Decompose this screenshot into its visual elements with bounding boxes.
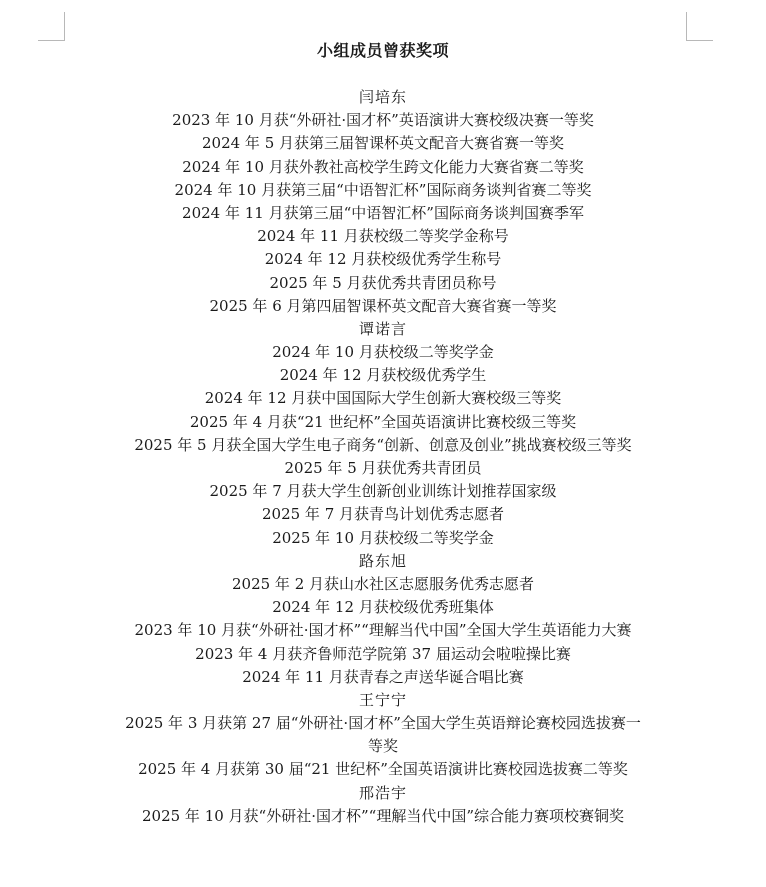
document-title: 小组成员曾获奖项: [316, 41, 449, 60]
award-line: 2025 年 3 月获第 27 届“外研社·国才杯”全国大学生英语辩论赛校园选拔赛一: [125, 714, 641, 733]
award-line: 2024 年 11 月获校级二等奖学金称号: [257, 227, 509, 246]
award-line: 2024 年 10 月获校级二等奖学金: [272, 343, 494, 362]
member-name: 邢浩宇: [358, 783, 407, 802]
award-line: 2025 年 10 月获“外研社·国才杯”“理解当代中国”综合能力赛项校赛铜奖: [141, 806, 624, 825]
award-line-continuation: 等奖: [367, 737, 398, 756]
member-name: 路东旭: [358, 551, 407, 570]
award-line: 2023 年 4 月获齐鲁师范学院第 37 届运动会啦啦操比赛: [195, 644, 571, 663]
award-line: 2024 年 11 月获青春之声送华诞合唱比赛: [242, 667, 524, 686]
award-line: 2023 年 10 月获“外研社·国才杯”英语演讲大赛校级决赛一等奖: [172, 111, 594, 130]
award-line: 2024 年 12 月获校级优秀学生: [279, 366, 487, 385]
award-line: 2025 年 7 月获青鸟计划优秀志愿者: [261, 505, 505, 524]
award-line: 2024 年 5 月获第三届智课杯英文配音大赛省赛一等奖: [201, 134, 565, 153]
award-line: 2024 年 11 月获第三届“中语智汇杯”国际商务谈判国赛季军: [182, 203, 584, 222]
award-line: 2024 年 12 月获校级优秀学生称号: [264, 250, 502, 269]
crop-mark-top-right: [686, 12, 713, 41]
award-line: 2024 年 10 月获第三届“中语智汇杯”国际商务谈判省赛二等奖: [174, 180, 592, 199]
award-line: 2023 年 10 月获“外研社·国才杯”“理解当代中国”全国大学生英语能力大赛: [134, 621, 632, 640]
award-line: 2025 年 10 月获校级二等奖学金: [272, 528, 494, 547]
member-name: 王宁宁: [358, 690, 407, 709]
award-line: 2024 年 12 月获中国国际大学生创新大赛校级三等奖: [204, 389, 562, 408]
award-line: 2024 年 10 月获外教社高校学生跨文化能力大赛省赛二等奖: [182, 157, 584, 176]
award-line: 2025 年 5 月获全国大学生电子商务“创新、创意及创业”挑战赛校级三等奖: [134, 435, 632, 454]
award-line: 2025 年 4 月获“21 世纪杯”全国英语演讲比赛校级三等奖: [189, 412, 577, 431]
award-line: 2024 年 12 月获校级优秀班集体: [272, 598, 494, 617]
award-line: 2025 年 5 月获优秀共青团员称号: [269, 273, 497, 292]
award-line: 2025 年 6 月第四届智课杯英文配音大赛省赛一等奖: [209, 296, 557, 315]
award-line: 2025 年 4 月获第 30 届“21 世纪杯”全国英语演讲比赛校园选拔赛二等奖: [138, 760, 628, 779]
award-line: 2025 年 2 月获山水社区志愿服务优秀志愿者: [231, 574, 535, 593]
award-line: 2025 年 5 月获优秀共青团员: [284, 459, 482, 477]
member-name: 闫培东: [358, 88, 407, 106]
award-line: 2025 年 7 月获大学生创新创业训练计划推荐国家级: [209, 482, 557, 501]
member-name: 谭诺言: [358, 319, 407, 338]
awards-list: [0, 86, 766, 828]
crop-mark-top-left: [38, 12, 65, 41]
